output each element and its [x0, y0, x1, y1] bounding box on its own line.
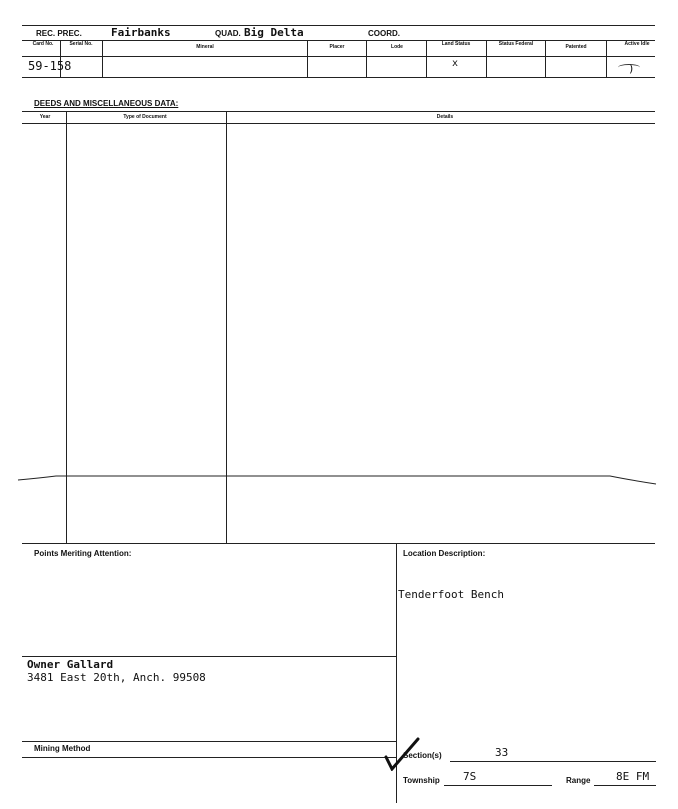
points-name-line: Owner Gallard — [27, 658, 114, 671]
rec-prec-label: REC. PREC. — [36, 29, 82, 38]
table-divider-6 — [486, 40, 487, 77]
th-serial-no: Serial No. — [69, 41, 93, 47]
deeds-header-rule — [22, 123, 655, 124]
table-divider-4 — [366, 40, 367, 77]
land-status-value: x — [452, 58, 459, 69]
th-status-federal: Status Federal — [498, 41, 534, 47]
table-divider-3 — [307, 40, 308, 77]
location-value: Tenderfoot Bench — [398, 588, 504, 601]
range-label: Range — [566, 776, 591, 785]
location-label: Location Description: — [403, 549, 486, 558]
range-value: 8E FM — [616, 770, 650, 783]
quad-value: Big Delta — [244, 26, 304, 39]
township-underline — [444, 785, 552, 786]
active-idle-pen-mark — [618, 64, 640, 71]
township-value: 7S — [463, 770, 477, 783]
th-card-no: Card No. — [32, 41, 54, 47]
table-bottom-rule — [22, 77, 655, 78]
th-placer: Placer — [329, 44, 345, 50]
table-divider-2 — [102, 40, 103, 77]
coord-label: COORD. — [368, 29, 400, 38]
table-divider-7 — [545, 40, 546, 77]
th-patented: Patented — [565, 44, 587, 50]
range-underline — [594, 785, 656, 786]
mining-label: Mining Method — [34, 744, 91, 753]
quad-label: QUAD. — [215, 29, 241, 38]
rec-prec-value: Fairbanks — [111, 26, 171, 39]
table-divider-5 — [426, 40, 427, 77]
th-active-idle: Active Idle — [624, 41, 650, 47]
active-idle-value: ) — [628, 62, 635, 75]
mining-top-rule — [22, 741, 396, 742]
table-top-rule — [22, 40, 655, 41]
card-no-value: 59-158 — [28, 59, 72, 73]
points-address-line: 3481 East 20th, Anch. 99508 — [27, 671, 206, 684]
section-value: 33 — [495, 746, 509, 759]
section-label: Section(s) — [403, 751, 442, 760]
deeds-col-type: Type of Document — [123, 114, 167, 120]
lower-top-rule — [22, 543, 655, 544]
points-divider-rule — [22, 656, 396, 657]
th-mineral: Mineral — [196, 44, 214, 50]
table-divider-8 — [606, 40, 607, 77]
deeds-col-details: Details — [436, 114, 454, 120]
section-underline — [450, 761, 656, 762]
table-header-rule — [22, 56, 655, 57]
th-lode: Lode — [391, 44, 403, 50]
fold-crease-line — [0, 466, 678, 486]
points-label: Points Meriting Attention: — [34, 549, 132, 558]
township-label: Township — [403, 776, 440, 785]
deeds-col-year: Year — [39, 114, 51, 120]
deeds-top-rule — [22, 111, 655, 112]
mining-bottom-rule — [22, 757, 396, 758]
deeds-title: DEEDS AND MISCELLANEOUS DATA: — [34, 99, 179, 108]
th-land-status: Land Status — [441, 41, 471, 47]
